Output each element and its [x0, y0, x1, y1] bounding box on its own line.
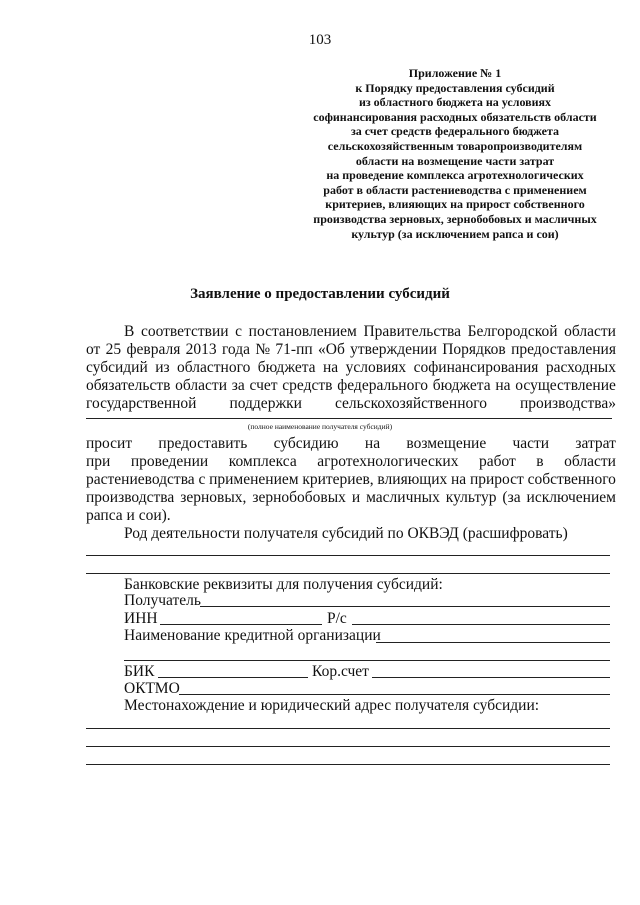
word: масличных — [366, 489, 440, 506]
word: на — [322, 359, 339, 376]
word: производства — [86, 489, 175, 506]
word: применением — [209, 471, 299, 488]
word: 2013 — [185, 341, 217, 358]
word: сельскохозяйственного — [334, 395, 487, 412]
word: и — [351, 489, 361, 506]
word: Порядков — [442, 341, 506, 358]
word: № — [255, 341, 271, 358]
paragraph-line — [86, 489, 616, 507]
inn-label: ИНН — [124, 610, 158, 627]
word: агротехнологических — [317, 453, 459, 470]
korschet-field[interactable] — [372, 677, 610, 678]
credit-org-field-line-2[interactable] — [124, 660, 610, 661]
paragraph-line: рапса и сои). — [86, 507, 171, 524]
recipient-label: Получатель — [124, 592, 201, 609]
appendix-line: софинансирования расходных обязательств области — [313, 109, 597, 124]
word: комплекса — [228, 453, 297, 470]
address-field-line-1[interactable] — [86, 728, 610, 729]
word: при — [86, 453, 111, 470]
word: работ — [478, 453, 516, 470]
word: бюджета — [432, 377, 491, 394]
word: государственной — [86, 395, 197, 412]
word: с — [198, 471, 206, 488]
word: федерального — [337, 377, 429, 394]
appendix-line: сельскохозяйственным товаропроизводителям — [327, 138, 583, 153]
word: года — [221, 341, 250, 358]
word: области — [564, 453, 616, 470]
word: утверждении — [350, 341, 437, 358]
bik-label: БИК — [124, 663, 155, 680]
word: с — [235, 323, 243, 340]
appendix-line: к Порядку предоставления субсидий — [355, 80, 555, 95]
word: затрат — [575, 435, 616, 452]
word: предоставления — [511, 341, 616, 358]
word: зернобобовых — [252, 489, 346, 506]
word: на — [495, 377, 511, 394]
word: средств — [282, 377, 333, 394]
word: на — [451, 471, 467, 488]
rs-label: Р/с — [327, 610, 347, 627]
word: в — [536, 453, 544, 470]
okved-field-line-2[interactable] — [86, 573, 610, 574]
appendix-header — [290, 66, 620, 241]
paragraph-intro — [86, 323, 616, 413]
word: (за — [502, 489, 521, 506]
paragraph-line — [86, 341, 616, 359]
word: счет — [249, 377, 278, 394]
word: осуществление — [515, 377, 616, 394]
word: влияющих — [377, 471, 448, 488]
rs-field[interactable] — [352, 624, 610, 625]
appendix-line: критериев, влияющих на прирост собственного — [325, 197, 585, 212]
word: субсидий — [86, 359, 148, 376]
bik-field[interactable] — [158, 677, 308, 678]
word: субсидию — [273, 435, 339, 452]
paragraph-line — [86, 377, 616, 395]
word: просит — [86, 435, 133, 452]
word: области — [175, 377, 227, 394]
word: проведении — [130, 453, 209, 470]
appendix-line: Приложение № 1 — [408, 66, 502, 80]
word: прирост — [469, 471, 524, 488]
appendix-line: производства зерновых, зернобобовых и масличных — [313, 211, 597, 226]
word: части — [512, 435, 550, 452]
field-caption: (полное наименование получателя субсидий) — [247, 422, 393, 431]
word: от — [86, 341, 101, 358]
recipient-name-field[interactable] — [86, 418, 612, 419]
document-title: Заявление о предоставлении субсидий — [190, 286, 450, 302]
word: Белгородской — [467, 323, 558, 340]
address-field-line-2[interactable] — [86, 746, 610, 747]
paragraph-line — [86, 323, 616, 341]
word: постановлением — [248, 323, 357, 340]
recipient-field[interactable] — [200, 606, 610, 607]
appendix-line: области на возмещение части затрат — [355, 153, 555, 168]
word: соответствии — [140, 323, 229, 340]
page-number: 103 — [308, 32, 332, 48]
word: исключением — [526, 489, 616, 506]
word: Правительства — [363, 323, 462, 340]
paragraph-line — [86, 471, 616, 489]
address-field-line-3[interactable] — [86, 764, 610, 765]
word: культур — [445, 489, 497, 506]
word: на — [364, 435, 381, 452]
paragraph-request — [86, 435, 616, 525]
paragraph-line — [86, 453, 616, 471]
appendix-line: из областного бюджета на условиях — [358, 95, 552, 110]
oktmo-field[interactable] — [179, 694, 610, 695]
word: В — [124, 323, 135, 340]
word: критериев, — [302, 471, 374, 488]
appendix-line: за счет средств федерального бюджета — [350, 124, 560, 139]
word: поддержки — [229, 395, 302, 412]
word: производства» — [519, 395, 616, 412]
appendix-line: работ в области растениеводства с применением — [323, 182, 587, 197]
word: за — [231, 377, 245, 394]
paragraph-line — [86, 435, 616, 453]
appendix-line: на проведение комплекса агротехнологических — [326, 168, 584, 183]
okved-label: Род деятельности получателя субсидий по ОКВЭД (расшифровать) — [124, 525, 568, 542]
bank-heading: Банковские реквизиты для получения субсидий: — [124, 576, 443, 593]
word: февраля — [126, 341, 181, 358]
word: софинансирования — [413, 359, 539, 376]
word: возмещение — [406, 435, 487, 452]
word: 71-пп — [275, 341, 313, 358]
word: предоставить — [158, 435, 248, 452]
word: зерновых, — [180, 489, 247, 506]
word: условиях — [345, 359, 407, 376]
word: области — [564, 323, 616, 340]
paragraph-line — [86, 359, 616, 377]
word: расходных — [545, 359, 616, 376]
paragraph-line — [86, 395, 616, 413]
word: 25 — [105, 341, 122, 358]
credit-org-field[interactable] — [376, 642, 610, 643]
appendix-line: культур (за исключением рапса и сои) — [351, 226, 559, 241]
word: «Об — [318, 341, 345, 358]
word: областного — [177, 359, 251, 376]
word: из — [155, 359, 170, 376]
word: собственного — [527, 471, 616, 488]
word: обязательств — [86, 377, 171, 394]
oktmo-label: ОКТМО — [124, 680, 180, 697]
address-label: Местонахождение и юридический адрес получателя субсидии: — [124, 697, 540, 714]
word: бюджета — [257, 359, 316, 376]
credit-org-label: Наименование кредитной организации — [124, 627, 381, 644]
korschet-label: Кор.счет — [312, 663, 369, 680]
word: растениеводства — [86, 471, 195, 488]
inn-field[interactable] — [160, 624, 322, 625]
okved-field-line-1[interactable] — [86, 555, 610, 556]
